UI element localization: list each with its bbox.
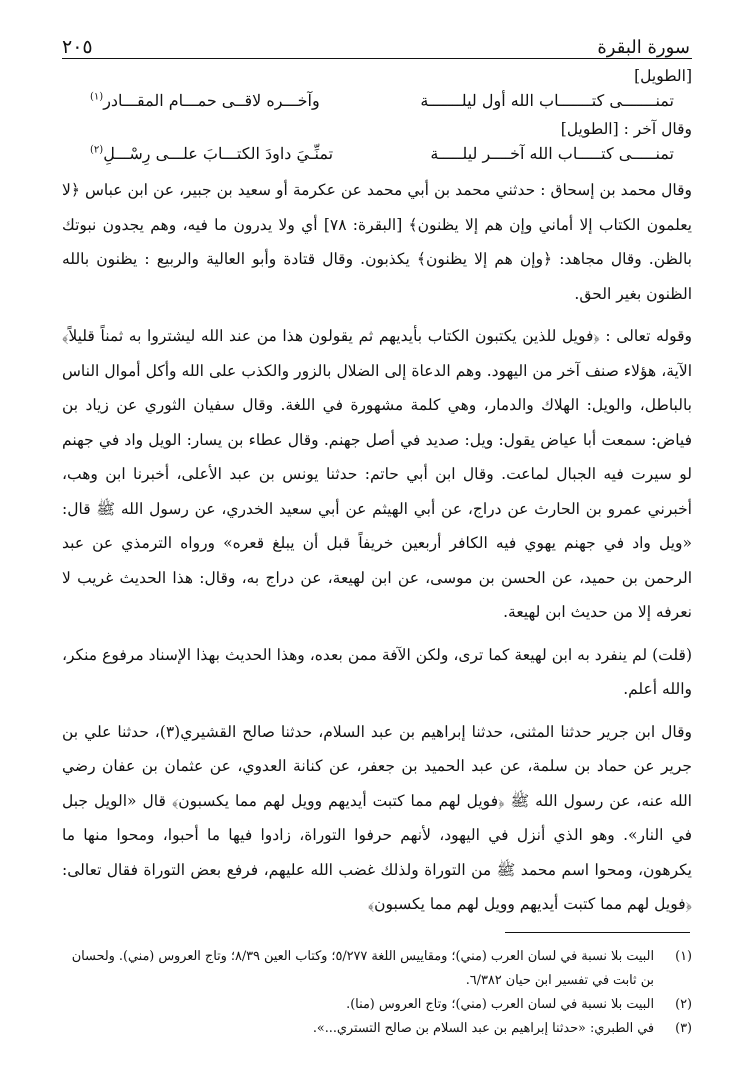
footnote-number: (٣) bbox=[675, 1020, 692, 1036]
footnote-text: في الطبري: «حدثنا إبراهيم بن عبد السلام بن صالح التستري...». bbox=[312, 1020, 654, 1036]
running-header bbox=[62, 30, 692, 59]
footnote-number: (٢) bbox=[675, 996, 692, 1012]
surah-title: سورة البقرة bbox=[597, 37, 690, 58]
verse-2-second-hemistich: تمنِّـيَ داودَ الكتـــابَ علـــى رِسْـــلِ$^{(٢)}$ bbox=[90, 144, 334, 163]
footnote-divider bbox=[505, 932, 690, 933]
footnote-text: البيت بلا نسبة في لسان العرب (مني)؛ ومقاييس اللغة ٥/٢٧٧؛ وكتاب العين ٨/٣٩؛ وتاج العروس (مني). ولحسان بن ثابت في تفسير ابن حيان ٦/٣٨٢. bbox=[71, 948, 654, 988]
poem-verse-2 bbox=[62, 144, 692, 163]
footnote-ref-1: (١) bbox=[90, 91, 104, 103]
verse-1-second-hemistich: وآخـــره لاقــى حمـــام المقـــادر$^{(١)}$ bbox=[90, 91, 320, 110]
paragraph-2: وقوله تعالى : ﴿فويل للذين يكتبون الكتاب بأيديهم ثم يقولون هذا من عند الله ليشتروا به ثمناً قليلاً﴾ الآية، هؤلاء صنف آخر من اليهود. وهم الدعاة إلى الضلال بالزور والكذب على الله وأكل أموال الناس بالباطل، والويل: الهلاك والدمار، وهي كلمة مشهورة في اللغة. وقال سفيان الثوري عن زياد بن فياض: سمعت أبا عياض يقول: ويل: صديد في أصل جهنم. وقال عطاء بن يسار: الويل واد في جهنم لو سيرت فيه الجبال لماعت. وقال ابن أبي حاتم: حدثنا يونس بن عبد الأعلى، أخبرنا ابن وهب، أخبرني عمرو بن الحارث عن دراج، عن أبي الهيثم عن أبي سعيد الخدري، عن رسول الله ﷺ قال: «ويل واد في جهنم يهوي فيه الكافر أربعين خريفاً قبل أن يبلغ قعره» ورواه الترمذي عن عبد الرحمن بن حميد، عن الحسن بن موسى، عن ابن لهيعة، عن دراج به، وقال: هذا الحديث غريب لا نعرفه إلا من حديث ابن لهيعة. bbox=[62, 327, 692, 621]
poem-meter-label: [الطويل] bbox=[634, 67, 692, 85]
verse-1-first-hemistich: تمنـــــــى كتـــــــاب الله أول ليلـــــــة bbox=[420, 91, 674, 110]
verse-2-first-hemistich: تمنـــــى كتـــــاب الله آخــــر ليلـــــة bbox=[430, 144, 674, 163]
paragraph-3: (قلت) لم ينفرد به ابن لهيعة كما ترى، ولكن الآفة ممن بعده، وهذا الحديث بهذا الإسناد مرفوع منكر، والله أعلم. bbox=[62, 645, 692, 698]
footnote bbox=[62, 993, 692, 1017]
page-number: ٢٠٥ bbox=[62, 36, 93, 58]
footnote bbox=[62, 1017, 692, 1041]
poem-2-intro: وقال آخر : [الطويل] bbox=[560, 120, 692, 138]
footnote bbox=[62, 945, 692, 993]
footnote-text: البيت بلا نسبة في لسان العرب (مني)؛ وتاج العروس (منا). bbox=[346, 996, 654, 1012]
footnotes bbox=[62, 945, 692, 1041]
page bbox=[62, 30, 692, 1041]
footnote-ref-2: (٢) bbox=[90, 144, 104, 156]
paragraph-4: وقال ابن جرير حدثنا المثنى، حدثنا إبراهيم بن عبد السلام، حدثنا صالح القشيري(٣)، حدثنا علي بن جرير عن حماد بن سلمة، عن عبد الحميد بن جعفر، عن كنانة العدوي، عن عثمان بن عفان رضي الله عنه، عن رسول الله ﷺ ﴿فويل لهم مما كتبت أيديهم وويل لهم مما يكسبون﴾ قال «الويل جبل في النار». وهو الذي أنزل في اليهود، لأنهم حرفوا التوراة، زادوا فيها ما أحبوا، ومحوا منها ما يكرهون، ومحوا اسم محمد ﷺ من التوراة ولذلك غضب الله عليهم، فرفع بعض التوراة فقال تعالى: ﴿فويل لهم مما كتبت أيديهم وويل لهم مما يكسبون﴾ bbox=[62, 722, 692, 913]
paragraph-1: وقال محمد بن إسحاق : حدثني محمد بن أبي محمد عن عكرمة أو سعيد بن جبير، عن ابن عباس ﴿لا يعلمون الكتاب إلا أماني وإن هم إلا يظنون﴾ [البقرة: ٧٨] أي ولا يدرون ما فيه، وهم يجدون نبوتك بالظن. وقال مجاهد: ﴿وإن هم إلا يظنون﴾ يكذبون. وقال قتادة وأبو العالية والربيع : يظنون بالله الظنون بغير الحق. bbox=[62, 181, 692, 303]
footnote-number: (١) bbox=[675, 948, 692, 964]
poem-verse-1 bbox=[62, 91, 692, 110]
